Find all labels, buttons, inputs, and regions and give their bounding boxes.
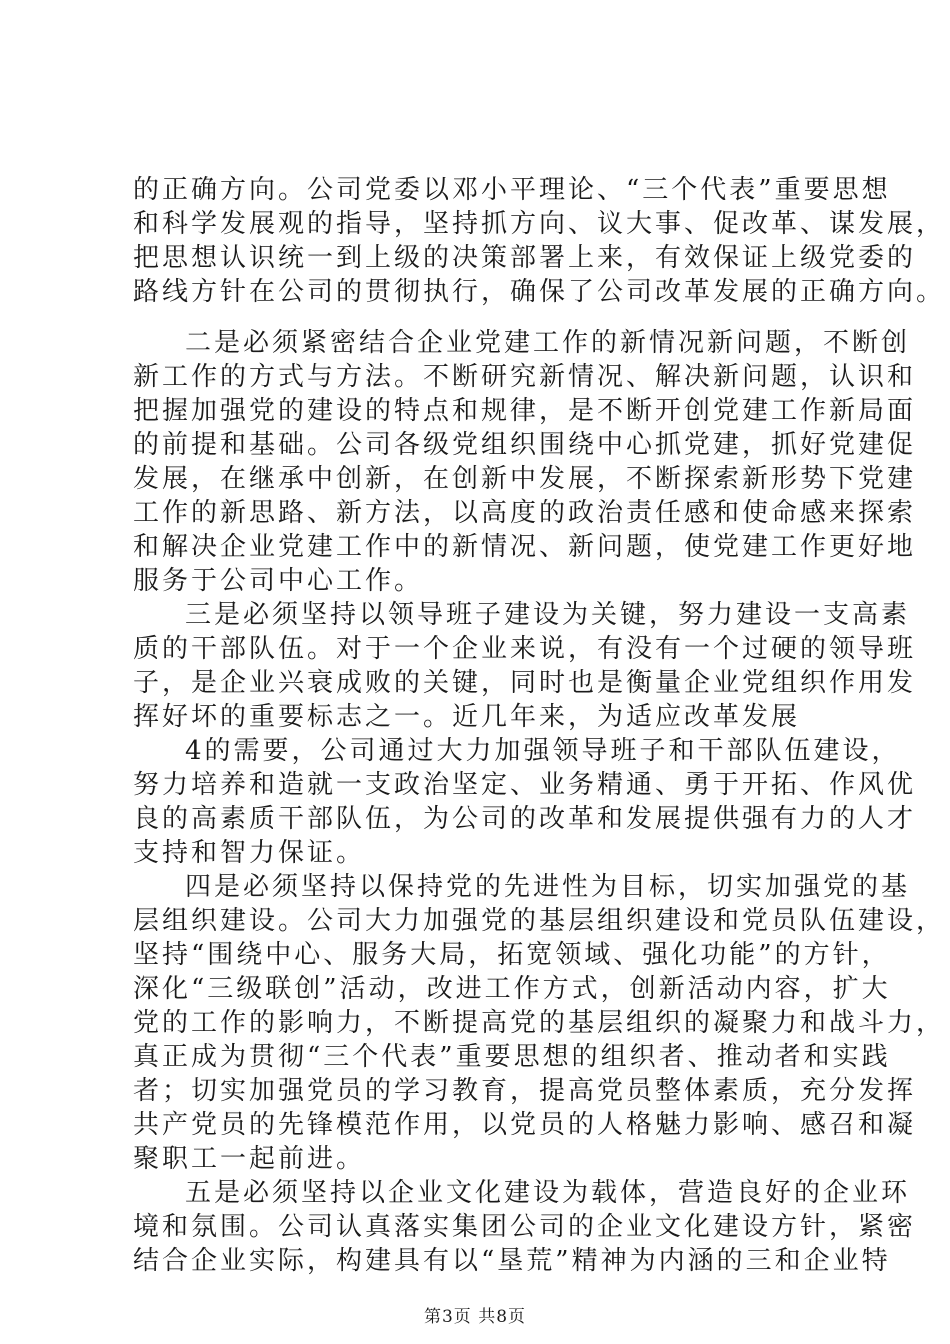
text-line: 四是必须坚持以保持党的先进性为目标，切实加强党的基 xyxy=(185,872,911,902)
text-line: 结合企业实际，构建具有以“垦荒”精神为内涵的三和企业特 xyxy=(133,1246,891,1276)
text-line: 和科学发展观的指导，坚持抓方向、议大事、促改革、谋发展， xyxy=(133,209,946,239)
text-line: 的前提和基础。公司各级党组织围绕中心抓党建，抓好党建促 xyxy=(133,430,917,460)
text-line: 二是必须紧密结合企业党建工作的新情况新问题，不断创 xyxy=(185,328,911,358)
text-line: 挥好坏的重要标志之一。近几年来，为适应改革发展 xyxy=(133,702,801,732)
text-line: 新工作的方式与方法。不断研究新情况、解决新问题，认识和 xyxy=(133,362,917,392)
text-line: 良的高素质干部队伍，为公司的改革和发展提供强有力的人才 xyxy=(133,804,917,834)
text-line: 支持和智力保证。 xyxy=(133,838,366,868)
text-line: 真正成为贯彻“三个代表”重要思想的组织者、推动者和实践 xyxy=(133,1042,891,1072)
text-line: 聚职工一起前进。 xyxy=(133,1144,366,1174)
text-line: 五是必须坚持以企业文化建设为载体，营造良好的企业环 xyxy=(185,1178,911,1208)
text-line: 质的干部队伍。对于一个企业来说，有没有一个过硬的领导班 xyxy=(133,634,917,664)
text-line: 三是必须坚持以领导班子建设为关键，努力建设一支高素 xyxy=(185,600,911,630)
text-line: 路线方针在公司的贯彻执行，确保了公司改革发展的正确方向。 xyxy=(133,277,946,307)
text-line: 子，是企业兴衰成败的关键，同时也是衡量企业党组织作用发 xyxy=(133,668,917,698)
text-line: 共产党员的先锋模范作用，以党员的人格魅力影响、感召和凝 xyxy=(133,1110,917,1140)
text-line: 的正确方向。公司党委以邓小平理论、“三个代表”重要思想 xyxy=(133,175,891,205)
text-line: 境和氛围。公司认真落实集团公司的企业文化建设方针，紧密 xyxy=(133,1212,917,1242)
text-line: 者；切实加强党员的学习教育，提高党员整体素质，充分发挥 xyxy=(133,1076,917,1106)
text-line: 坚持“围绕中心、服务大局，拓宽领域、强化功能”的方针， xyxy=(133,940,891,970)
text-line: 层组织建设。公司大力加强党的基层组织建设和党员队伍建设， xyxy=(133,906,946,936)
text-line: 把握加强党的建设的特点和规律，是不断开创党建工作新局面 xyxy=(133,396,917,426)
text-line: 深化“三级联创”活动，改进工作方式，创新活动内容，扩大 xyxy=(133,974,891,1004)
text-line: 党的工作的影响力，不断提高党的基层组织的凝聚力和战斗力， xyxy=(133,1008,946,1038)
text-line: 努力培养和造就一支政治坚定、业务精通、勇于开拓、作风优 xyxy=(133,770,917,800)
text-line: 和解决企业党建工作中的新情况、新问题，使党建工作更好地 xyxy=(133,532,917,562)
text-line: 发展，在继承中创新，在创新中发展，不断探索新形势下党建 xyxy=(133,464,917,494)
text-line: 工作的新思路、新方法，以高度的政治责任感和使命感来探索 xyxy=(133,498,917,528)
text-line: 把思想认识统一到上级的决策部署上来，有效保证上级党委的 xyxy=(133,243,917,273)
page-footer: 第3页 共8页 xyxy=(423,1307,527,1327)
text-line: 4的需要，公司通过大力加强领导班子和干部队伍建设， xyxy=(185,736,901,766)
text-line: 服务于公司中心工作。 xyxy=(133,566,424,596)
